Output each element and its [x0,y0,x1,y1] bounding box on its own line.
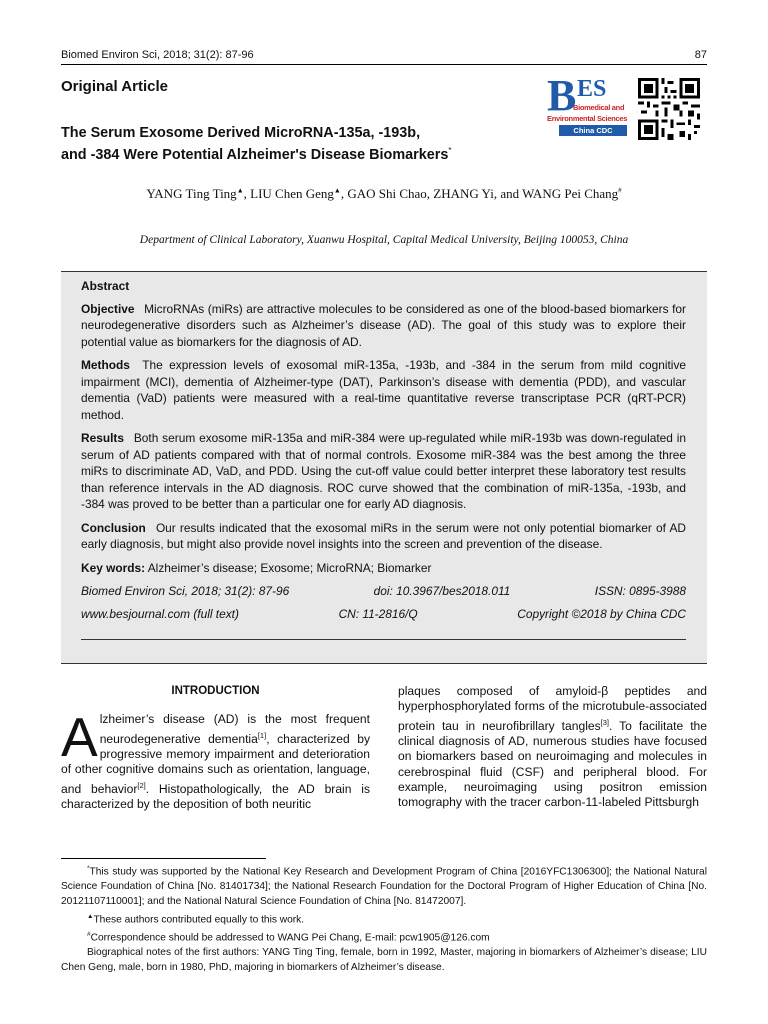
title-line-2 [61,142,561,164]
intro-paragraph-right [398,684,707,810]
meta-row-1 [81,580,686,603]
abstract-heading: Abstract [81,279,130,293]
running-head [61,49,707,61]
footnote-rule [61,858,266,859]
author-1-mark: ▲ [236,186,244,195]
conclusion-label: Conclusion [81,520,146,535]
page-number: 87 [694,49,707,61]
header-rule [61,64,707,65]
methods-text: The expression levels of exosomal miR-135a, -193b, and -384 in the serum from mild cognitive impairment (MCI), dementia of Alzheimer-type (DAT), Parkinson’s disease with dementia (PDD), and vascular dementia (VaD) patients were measured with a real-time quantitative reverse transcriptase PCR (qRT-PCR) method. [81,358,686,422]
intro-text-2: , characterized by progressive memory impairment and deterioration of other cognitive domains such as orientation, language, and behavior [61,731,370,796]
footnote-equal-text: These authors contributed equally to this work. [93,914,305,926]
intro-right-text-2: . To facilitate the clinical diagnosis of AD, numerous studies have focused on biomarkers based on neuroimaging and molecules in cerebrospinal fluid (CSF) and peripheral blood. For example, neuroimaging using positron emission tomography with the tracer carbon-11-labeled Pittsburgh [398,718,708,810]
intro-paragraph-left [61,706,371,812]
intro-text-1: lzheimer’s disease (AD) is the most frequent neurodegenerative dementia [99,712,370,746]
title-line-2-text: and -384 Were Potential Alzheimer's Disease Biomarkers [61,146,449,163]
author-2-mark: ▲ [333,186,341,195]
results-text: Both serum exosome miR-135a and miR-384 were up-regulated while miR-193b was down-regulated in serum of AD patients compared with that of normal controls. Exosome miR-384 was the best among the three miRs to discriminate AD, VaD, and PDD. Using the cut-off value could better interpret these laboratory test results than reference intervals in the AD diagnosis. ROC curve showed that the combination of miR-135a, -193b, and -384 was proved to be better than a particular one for early AD diagnosis. [81,431,686,511]
keywords [81,560,686,577]
title-footnote-mark: * [448,146,452,155]
body-column-left [61,684,370,812]
footnote-funding-mark: * [87,865,90,872]
methods-label: Methods [81,358,130,372]
drop-cap: A [61,706,98,769]
author-list [61,186,707,202]
logo-subtitle-2: Environmental Sciences [547,114,628,123]
footnote-equal-mark: ▲ [87,912,94,920]
meta-website[interactable]: www.besjournal.com (full text) [81,607,239,622]
abstract-objective [81,301,686,351]
intro-text-3: . Histopathologically, the AD brain is characterized by the deposition of both neuritic [61,781,371,811]
logo-letters-es: ES [577,76,607,102]
footnote-funding-text: This study was supported by the National Key Research and Development Program of China [2016YFC1306300]; the National Natural Science Foundation of China [No. 81401734]; the National Research Foundation for the Doctoral Program of Higher Education of China [No. 20121107110001]; and the National Natural Science Foundation of China [No. 81472007]. [61,866,707,907]
running-head-citation: Biomed Environ Sci, 2018; 31(2): 87-96 [61,49,254,61]
citation-ref-1[interactable]: [1] [257,730,267,740]
results-label: Results [81,431,124,445]
author-1: YANG Ting Ting [146,186,237,201]
meta-divider [81,639,686,640]
intro-right-text-1: plaques composed of amyloid-β peptides and hyperphosphorylated forms of the microtubule-associated protein tau in neurofibrillary tangles [398,684,707,733]
keywords-label: Key words: [81,560,146,575]
meta-row-2 [81,603,686,626]
footnote-corr-mark: # [87,930,91,938]
footnote-equal-contribution [61,910,707,928]
abstract-results [81,430,686,513]
abstract-methods [81,357,686,423]
citation-ref-2[interactable]: [2] [137,780,146,790]
footnote-correspondence [61,928,707,946]
footnotes [61,862,707,976]
authors-rest: , GAO Shi Chao, ZHANG Yi, and WANG Pei Chang [340,186,619,201]
keywords-text: Alzheimer’s disease; Exosome; MicroRNA; Biomarker [147,560,432,575]
author-2: , LIU Chen Geng [243,186,334,201]
meta-copyright: Copyright ©2018 by China CDC [517,607,686,622]
abstract-conclusion [81,520,686,553]
logo-bar: China CDC [559,125,627,136]
logo-subtitle-1: Biomedical and [573,103,625,112]
introduction-heading: INTRODUCTION [171,685,260,697]
footnote-corr-text: Correspondence should be addressed to WANG Pei Chang, E-mail: pcw1905@126.com [90,932,490,944]
meta-cn: CN: 11-2816/Q [338,607,418,622]
abstract-box [61,271,707,664]
conclusion-text: Our results indicated that the exosomal miRs in the serum were not only potential biomarker of AD early diagnosis, but might also provide novel insights into the screen and prevention of the disease. [81,520,686,551]
article-type: Original Article [61,78,168,95]
objective-label: Objective [81,301,135,316]
meta-doi: doi: 10.3967/bes2018.011 [373,584,511,599]
footnote-biographical: Biographical notes of the first authors: YANG Ting Ting, female, born in 1992, Master, majoring in biomarkers of Alzheimer’s disease; LIU Chen Geng, male, born in 1980, PhD, majoring in biomarkers of Alzheimer’s disease. [61,947,707,973]
article-title [61,124,561,164]
citation-ref-3[interactable]: [3] [600,717,610,727]
title-line-1: The Serum Exosome Derived MicroRNA-135a, -193b, [61,125,421,141]
body-column-right [398,684,707,810]
objective-text: MicroRNAs (miRs) are attractive molecules to be considered as one of the blood-based biomarkers for neurodegenerative disorders such as Alzheimer’s disease (AD). The goal of this study was to explore their potential value as biomarkers for the diagnosis of AD. [81,301,686,349]
meta-issn: ISSN: 0895-3988 [594,584,686,599]
logo-letter-b: B [547,71,575,120]
abstract-content [81,278,686,626]
meta-citation: Biomed Environ Sci, 2018; 31(2): 87-96 [81,584,290,599]
corresponding-mark: # [618,186,622,195]
affiliation: Department of Clinical Laboratory, Xuanwu Hospital, Capital Medical University, Beijing 100053, China [139,234,629,246]
footnote-funding [61,862,707,910]
journal-logo [547,71,629,138]
qr-code-icon [637,78,701,140]
